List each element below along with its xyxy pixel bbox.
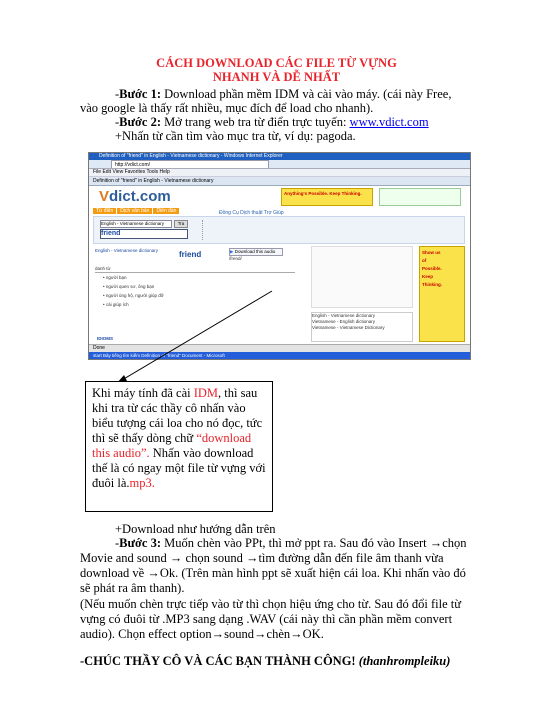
nav-tab-1[interactable]: Dịch văn bản [117,208,152,214]
sense-2-text: người ủng hộ, người giúp đỡ [105,293,164,298]
idioms-label: IDIOMS [97,336,114,341]
closing-line [80,654,450,669]
side-link-1[interactable]: Vietnamese - English dictionary [312,319,375,324]
search-input[interactable]: friend [100,229,188,239]
step3-paragraph: -Bước 3: Muốn chèn vào PPt, thì mở ppt ra. Sau đó vào Insert →chọn Movie and sound → chọn sound →tìm đường dẫn đến file âm thanh vừa download về →Ok. (Trên màn hình ppt sẽ xuất hiện cái loa. Khi nhấn vào đó sẽ phát ra âm thanh). [80,536,467,595]
download-line: +Download như hướng dẫn trên [115,522,276,536]
menu-bar: File Edit View Favorites Tools Help [89,169,470,177]
logo-rest: dict.com [109,188,171,205]
step3-label: Bước 3: [119,536,162,550]
nav-tab-0[interactable]: Từ điển [93,208,116,214]
side-ad-line0: Show us [422,250,441,255]
nav-tab-2[interactable]: Diễn đàn [153,208,179,214]
step1-label: Bước 1: [119,87,162,101]
download-audio-text[interactable]: Download this audio [234,249,276,254]
sense-3-text: cái giúp ích [105,302,129,307]
sense-0-text: người bạn [105,275,127,280]
side-link-0[interactable]: English - Vietnamese dictionary [312,313,375,318]
step1-text: Download phần mềm IDM và cài vào máy. (cái này Free, [161,87,452,101]
logo-v: V [99,188,110,205]
side-ad-line3: Keep [422,274,434,279]
headword: friend [179,250,202,259]
step1-prefix: - [115,87,120,101]
callout-t3: Nhấn vào download thế là có ngay một file từ vựng với đuôi là. [92,446,266,490]
window-titlebar: Definition of "friend" in English - Vietnamese dictionary - Windows Internet Explorer [89,153,470,160]
side-ad-line4: Thinking. [422,282,442,287]
taskbar: start Bảy tiếng tìm kiếm Definition of "friend" Document - Microsoft [89,352,470,359]
note-paragraph: (Nếu muốn chèn trực tiếp vào từ thì chọn hiệu ứng cho từ. Sau đó đổi file từ vựng có đuôi từ .MP3 sang dạng .WAV (cái này thì cần phần mềm convert audio). Chọn effect option→sound→chèn→OK. [80,597,462,641]
step2-text: Mở trang web tra từ điển trực tuyến: [161,115,350,129]
pos-label: danh từ [95,266,295,273]
side-link-2[interactable]: Vietnamese - Vietnamese Dictionary [312,325,385,330]
callout-idm: IDM [193,386,219,400]
callout-t1: Khi máy tính đã cài [92,386,194,400]
side-ad-line1: of [422,258,427,263]
nav-links[interactable]: Đồng Cụ Dịch thuật Trợ Giúp [219,210,284,216]
doc-title-line2: NHANH VÀ DỄ NHẤT [212,70,341,84]
callout-box [85,381,273,512]
speaker-icon[interactable]: ▶ [230,249,234,254]
sense-1: • người quen sơ, ông bạn [103,284,155,289]
callout-t2: , thì sau khi tra từ các thầy cô nhấn vào biểu tượng cái loa cho nó đọc, tức thì sẽ thấy dòng chữ [92,386,263,445]
sense-2: • người ủng hộ, người giúp đỡ [103,293,164,298]
closing-text: -CHÚC THẦY CÔ VÀ CÁC BẠN THÀNH CÔNG! [80,654,356,668]
callout-quote: “download this audio”. [92,431,252,460]
step1-text2: vào google là thấy rất nhiều, mục đích để load cho nhanh). [80,101,374,115]
status-bar: Done [89,344,470,352]
section-title: English - Vietnamese dictionary [95,248,158,253]
callout-mp3: mp3. [129,476,155,490]
pronunciation: /frend/ [229,256,242,261]
banner-ad-text: Anything's Possible. Keep Thinking. [284,191,362,196]
vdict-link[interactable]: www.vdict.com [349,115,429,129]
doc-title-line1: CÁCH DOWNLOAD CÁC FILE TỪ VỰNG [156,56,397,70]
search-button[interactable]: Tra [174,220,188,228]
dict-select[interactable]: English - Vietnamese dictionary [100,220,172,228]
side-ad-line2: Possible. [422,266,442,271]
step2-label: Bước 2: [119,115,162,129]
step2-sub: +Nhấn từ cần tìm vào mục tra từ, ví dụ: pagoda. [115,129,356,143]
browser-tab[interactable]: Definition of "friend" in English - Vietnamese dictionary [89,177,470,186]
address-value: http://vdict.com/ [111,160,269,169]
sense-3: • cái giúp ích [103,302,129,307]
step2-prefix: - [115,115,120,129]
sense-1-text: người quen sơ, ông bạn [105,284,155,289]
step3-text: Muốn chèn vào PPt, thì mở ppt ra. Sau đó vào Insert →chọn Movie and sound → chọn sound →tìm đường dẫn đến file âm thanh vừa download về →Ok. (Trên màn hình ppt sẽ xuất hiện cái loa. Khi nhấn vào đó sẽ phát ra âm thanh). [80,536,467,595]
author: (thanhrompleiku) [355,654,451,668]
sense-0: • người bạn [103,275,127,280]
